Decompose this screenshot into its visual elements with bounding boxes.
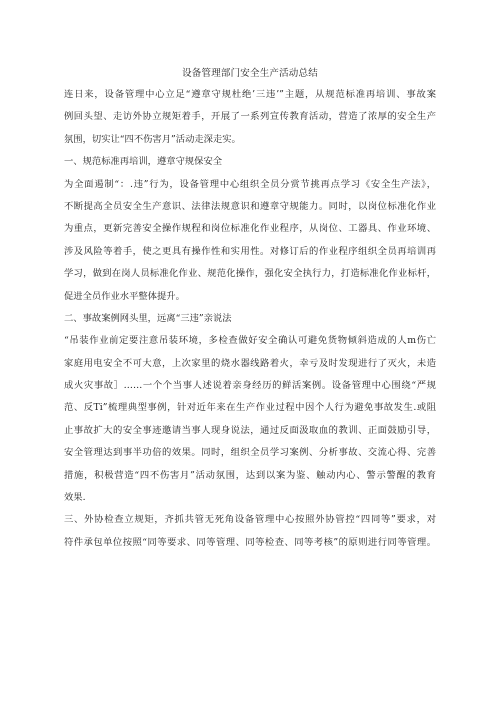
section-heading: 三、外协检查立规矩，齐抓共管无死角设备管理中心按照外协管控“四同等”要求，对: [64, 514, 436, 526]
paragraph-line: 氛围，切实让“四不伤害月”活动走深走实。: [64, 133, 241, 145]
paragraph-line: “吊装作业前定要注意吊装环境，多检查做好安全确认可避免货物倾斜造成的人m伤亡: [64, 335, 436, 347]
section-heading: 一、规范标准再培训，遵章守规保安全: [64, 156, 223, 168]
paragraph-line: 止事故扩大的安全事迹邀请当事人现身说法，通过反面汲取血的教训、正面鼓励引导，: [64, 424, 436, 436]
paragraph-line: 连日来，设备管理中心立足“遵章守规杜绝’三违’”主题，从规范标准再培训、事故案: [64, 89, 436, 100]
paragraph-line: 符件承包单位按照“同等要求、同等管理、同等检查、同等考核”的原则进行同等管理。: [64, 536, 436, 548]
paragraph-line: 促进全员作业水平整体提升。: [64, 290, 185, 302]
paragraph-line: 学习，做到在岗人员标准化作业、规范化操作，强化安全执行力，打造标准化作业标杆，: [64, 268, 436, 280]
paragraph-line: 家庭用电安全不可大意，上次家里的烧水器线路着火，幸亏及时发现进行了灭火，未造: [64, 357, 436, 369]
paragraph-line: 为重点，更新完善安全操作规程和岗位标准化作业程序，从岗位、工器具、作业环境、: [64, 223, 436, 235]
document-title: 设备管理部门安全生产活动总结: [182, 68, 318, 79]
paragraph-line: 为全面遏制“：.违”行为，设备管理中心组织全员分赏节挑再点学习《安全生产法》，: [64, 178, 436, 190]
paragraph-line: 涉及风险等着手，使之更具有操作性和实用性。对修订后的作业程序组织全员再培训再: [64, 245, 436, 257]
paragraph-line: 安全管理达到事半功倍的效果。同时，组织全员学习案例、分析事故、交流心得、完善: [64, 447, 436, 459]
paragraph-line: 效果.: [64, 492, 86, 504]
paragraph-line: 范、反Ti”梳理典型事例，针对近年来在生产作业过程中因个人行为避免事故发生.或阻: [64, 402, 436, 414]
section-heading: 二、事故案例网头里，远离“三违”亲说法: [64, 312, 232, 324]
document-body: [64, 84, 436, 554]
paragraph-line: 不断提高全员安全生产意识、法律法规意识和遵章守规能力。同时，以岗位标准化作业: [64, 200, 436, 212]
paragraph-line: 成火灾事故］……一个个当事人述说着亲身经历的鲜活案例。设备管理中心围绕“严规: [64, 380, 436, 392]
paragraph-line: 措施，积极营造“四不伤害月”活动氛围，达到以案为鉴、触动内心、警示警醒的教育: [64, 469, 436, 481]
paragraph-line: 例回头望、走访外协立规矩着手，开展了一系列宣传教育活动，营造了浓厚的安全生产: [64, 111, 436, 123]
